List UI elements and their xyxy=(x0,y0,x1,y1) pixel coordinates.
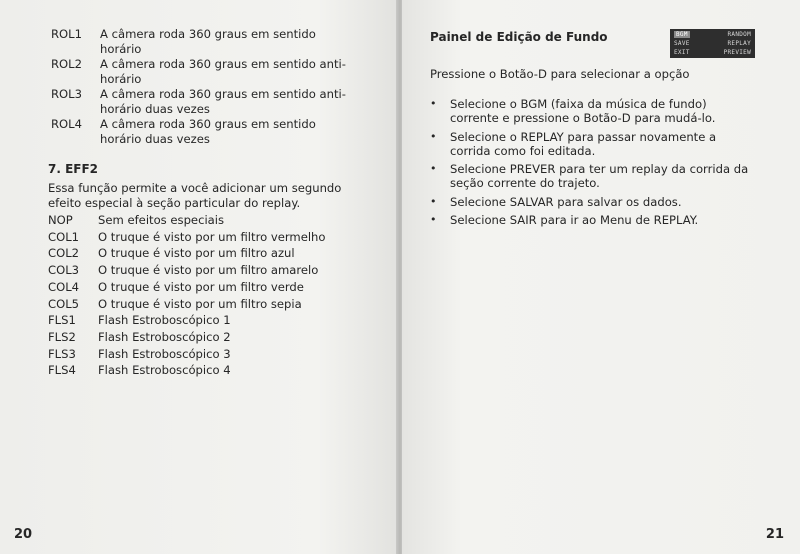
bullet-icon: • xyxy=(430,97,437,110)
list-item xyxy=(430,162,750,190)
eff-item xyxy=(48,329,378,346)
section-title: 7. EFF2 xyxy=(48,162,99,176)
bullet-text: Selecione o BGM (faixa da música de fundo) corrente e pressione o Botão-D para mudá-lo. xyxy=(450,97,716,125)
panel-label: PREVIEW xyxy=(723,49,751,56)
option-bullet-list xyxy=(430,97,750,232)
eff-desc: O truque é visto por um filtro verde xyxy=(98,279,304,294)
eff-desc: O truque é visto por um filtro azul xyxy=(98,246,295,261)
eff-code: NOP xyxy=(48,213,73,227)
eff-desc: Flash Estroboscópico 4 xyxy=(98,363,231,378)
eff-code: COL1 xyxy=(48,229,80,244)
rol-code: ROL3 xyxy=(51,87,83,101)
list-item xyxy=(430,97,750,125)
edit-panel-screenshot xyxy=(670,29,755,58)
rol-code: ROL1 xyxy=(51,27,83,41)
rol-item xyxy=(51,57,381,87)
eff-code: FLS1 xyxy=(48,313,76,328)
eff-definition-list xyxy=(48,212,378,379)
eff-item xyxy=(48,312,378,329)
eff-desc: O truque é visto por um filtro vermelho xyxy=(98,229,326,244)
eff-item xyxy=(48,346,378,363)
eff-desc: O truque é visto por um filtro sepia xyxy=(98,296,302,311)
bullet-text: Selecione SALVAR para salvar os dados. xyxy=(450,194,682,209)
page-number-left: 20 xyxy=(14,527,33,542)
rol-code: ROL4 xyxy=(51,117,83,131)
eff-item xyxy=(48,245,378,262)
eff-item xyxy=(48,279,378,296)
eff-code: COL3 xyxy=(48,263,80,278)
rol-desc: A câmera roda 360 graus em sentido anti- horário xyxy=(100,57,346,86)
list-item xyxy=(430,130,750,158)
panel-label: BGM xyxy=(676,31,688,38)
panel-label: SAVE xyxy=(674,40,690,47)
rol-desc: A câmera roda 360 graus em sentido horário duas vezes xyxy=(100,117,316,146)
rol-code: ROL2 xyxy=(51,57,83,71)
eff-code: COL2 xyxy=(48,246,80,261)
eff-code: FLS2 xyxy=(48,329,76,344)
bullet-icon: • xyxy=(430,162,437,175)
section-description: Essa função permite a você adicionar um segundo efeito especial à seção particular do replay. xyxy=(48,181,342,210)
eff-item xyxy=(48,262,378,279)
page-number-right: 21 xyxy=(765,527,784,542)
eff-item xyxy=(48,229,378,246)
bullet-text: Selecione o REPLAY para passar novamente a corrida como foi editada. xyxy=(450,129,717,158)
rol-desc: A câmera roda 360 graus em sentido horário xyxy=(100,27,316,56)
eff-code: FLS3 xyxy=(48,346,76,361)
eff-item xyxy=(48,212,378,229)
eff-desc: Flash Estroboscópico 1 xyxy=(98,313,231,328)
bullet-text: Selecione PREVER para ter um replay da corrida da seção corrente do trajeto. xyxy=(450,162,749,190)
bullet-icon: • xyxy=(430,194,437,208)
eff-item xyxy=(48,362,378,379)
rol-item xyxy=(51,87,381,117)
eff-code: COL4 xyxy=(48,279,80,294)
right-page xyxy=(402,0,800,554)
eff-desc: O truque é visto por um filtro amarelo xyxy=(98,263,319,278)
list-item xyxy=(430,213,750,227)
bullet-text: Selecione SAIR para ir ao Menu de REPLAY. xyxy=(450,213,699,227)
eff-desc: Flash Estroboscópico 2 xyxy=(98,329,231,344)
bullet-icon: • xyxy=(430,129,437,143)
left-page xyxy=(0,0,398,554)
rol-item xyxy=(51,27,381,57)
panel-label: RANDOM xyxy=(727,31,751,38)
eff-item xyxy=(48,296,378,313)
rol-item xyxy=(51,117,381,147)
eff-code: COL5 xyxy=(48,296,80,311)
instruction-text: Pressione o Botão-D para selecionar a opção xyxy=(430,67,690,81)
panel-title: Painel de Edição de Fundo xyxy=(430,30,608,44)
eff-desc: Sem efeitos especiais xyxy=(98,213,225,227)
rol-definition-list xyxy=(51,27,381,147)
rol-desc: A câmera roda 360 graus em sentido anti- horário duas vezes xyxy=(100,87,346,116)
eff-code: FLS4 xyxy=(48,363,76,378)
bullet-icon: • xyxy=(430,213,437,226)
eff-desc: Flash Estroboscópico 3 xyxy=(98,346,231,361)
list-item xyxy=(430,195,750,209)
panel-label: REPLAY xyxy=(727,40,751,47)
panel-label: EXIT xyxy=(674,49,690,56)
